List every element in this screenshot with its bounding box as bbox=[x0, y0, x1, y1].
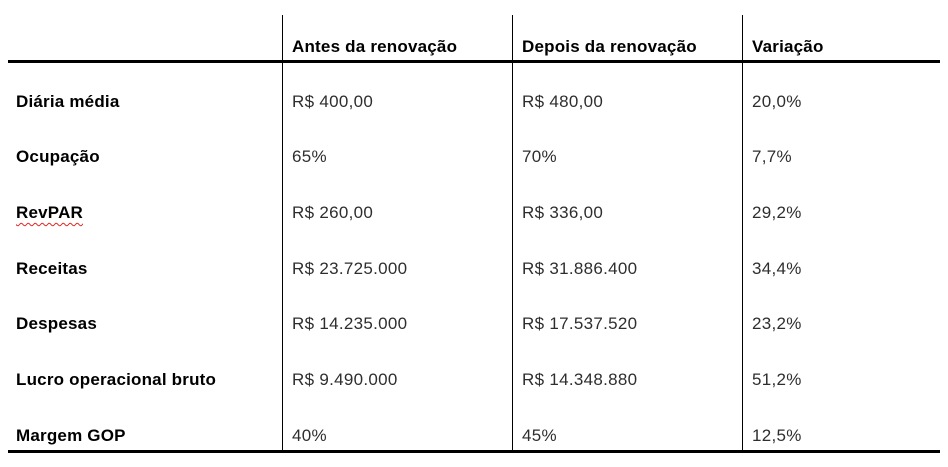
header-divider-line bbox=[8, 60, 940, 63]
cell-revpar-antes: R$ 260,00 bbox=[282, 171, 512, 227]
cell-diaria-media-variacao: 20,0% bbox=[742, 60, 948, 116]
cell-despesas-variacao: 23,2% bbox=[742, 283, 948, 339]
cell-revpar-depois: R$ 336,00 bbox=[512, 171, 742, 227]
table-bottom-border-line bbox=[8, 450, 940, 453]
cell-ocupacao-antes: 65% bbox=[282, 116, 512, 172]
row-label-ocupacao: Ocupação bbox=[16, 147, 100, 167]
cell-lucro-variacao: 51,2% bbox=[742, 338, 948, 394]
cell-receitas-variacao: 34,4% bbox=[742, 227, 948, 283]
cell-receitas-antes: R$ 23.725.000 bbox=[282, 227, 512, 283]
row-label-receitas: Receitas bbox=[16, 258, 88, 278]
table-header-antes: Antes da renovação bbox=[282, 15, 512, 60]
cell-revpar-variacao: 29,2% bbox=[742, 171, 948, 227]
revpar-misspelled-text: RevPAR bbox=[16, 203, 84, 223]
comparison-table bbox=[0, 15, 948, 450]
cell-despesas-antes: R$ 14.235.000 bbox=[282, 283, 512, 339]
cell-margem-gop-variacao: 12,5% bbox=[742, 394, 948, 450]
table-header-empty bbox=[0, 15, 282, 60]
cell-ocupacao-variacao: 7,7% bbox=[742, 116, 948, 172]
cell-margem-gop-antes: 40% bbox=[282, 394, 512, 450]
row-label-lucro-operacional: Lucro operacional bruto bbox=[16, 370, 217, 390]
cell-lucro-depois: R$ 14.348.880 bbox=[512, 338, 742, 394]
row-label-revpar bbox=[0, 171, 282, 227]
table-header-depois: Depois da renovação bbox=[512, 15, 742, 60]
cell-ocupacao-depois: 70% bbox=[512, 116, 742, 172]
cell-diaria-media-depois: R$ 480,00 bbox=[512, 60, 742, 116]
row-label-diaria-media: Diária média bbox=[16, 91, 120, 111]
cell-margem-gop-depois: 45% bbox=[512, 394, 742, 450]
cell-despesas-depois: R$ 17.537.520 bbox=[512, 283, 742, 339]
row-label-margem-gop: Margem GOP bbox=[16, 425, 126, 445]
cell-lucro-antes: R$ 9.490.000 bbox=[282, 338, 512, 394]
cell-diaria-media-antes: R$ 400,00 bbox=[282, 60, 512, 116]
row-label-despesas: Despesas bbox=[16, 314, 97, 334]
cell-receitas-depois: R$ 31.886.400 bbox=[512, 227, 742, 283]
table-header-variacao: Variação bbox=[742, 15, 948, 60]
